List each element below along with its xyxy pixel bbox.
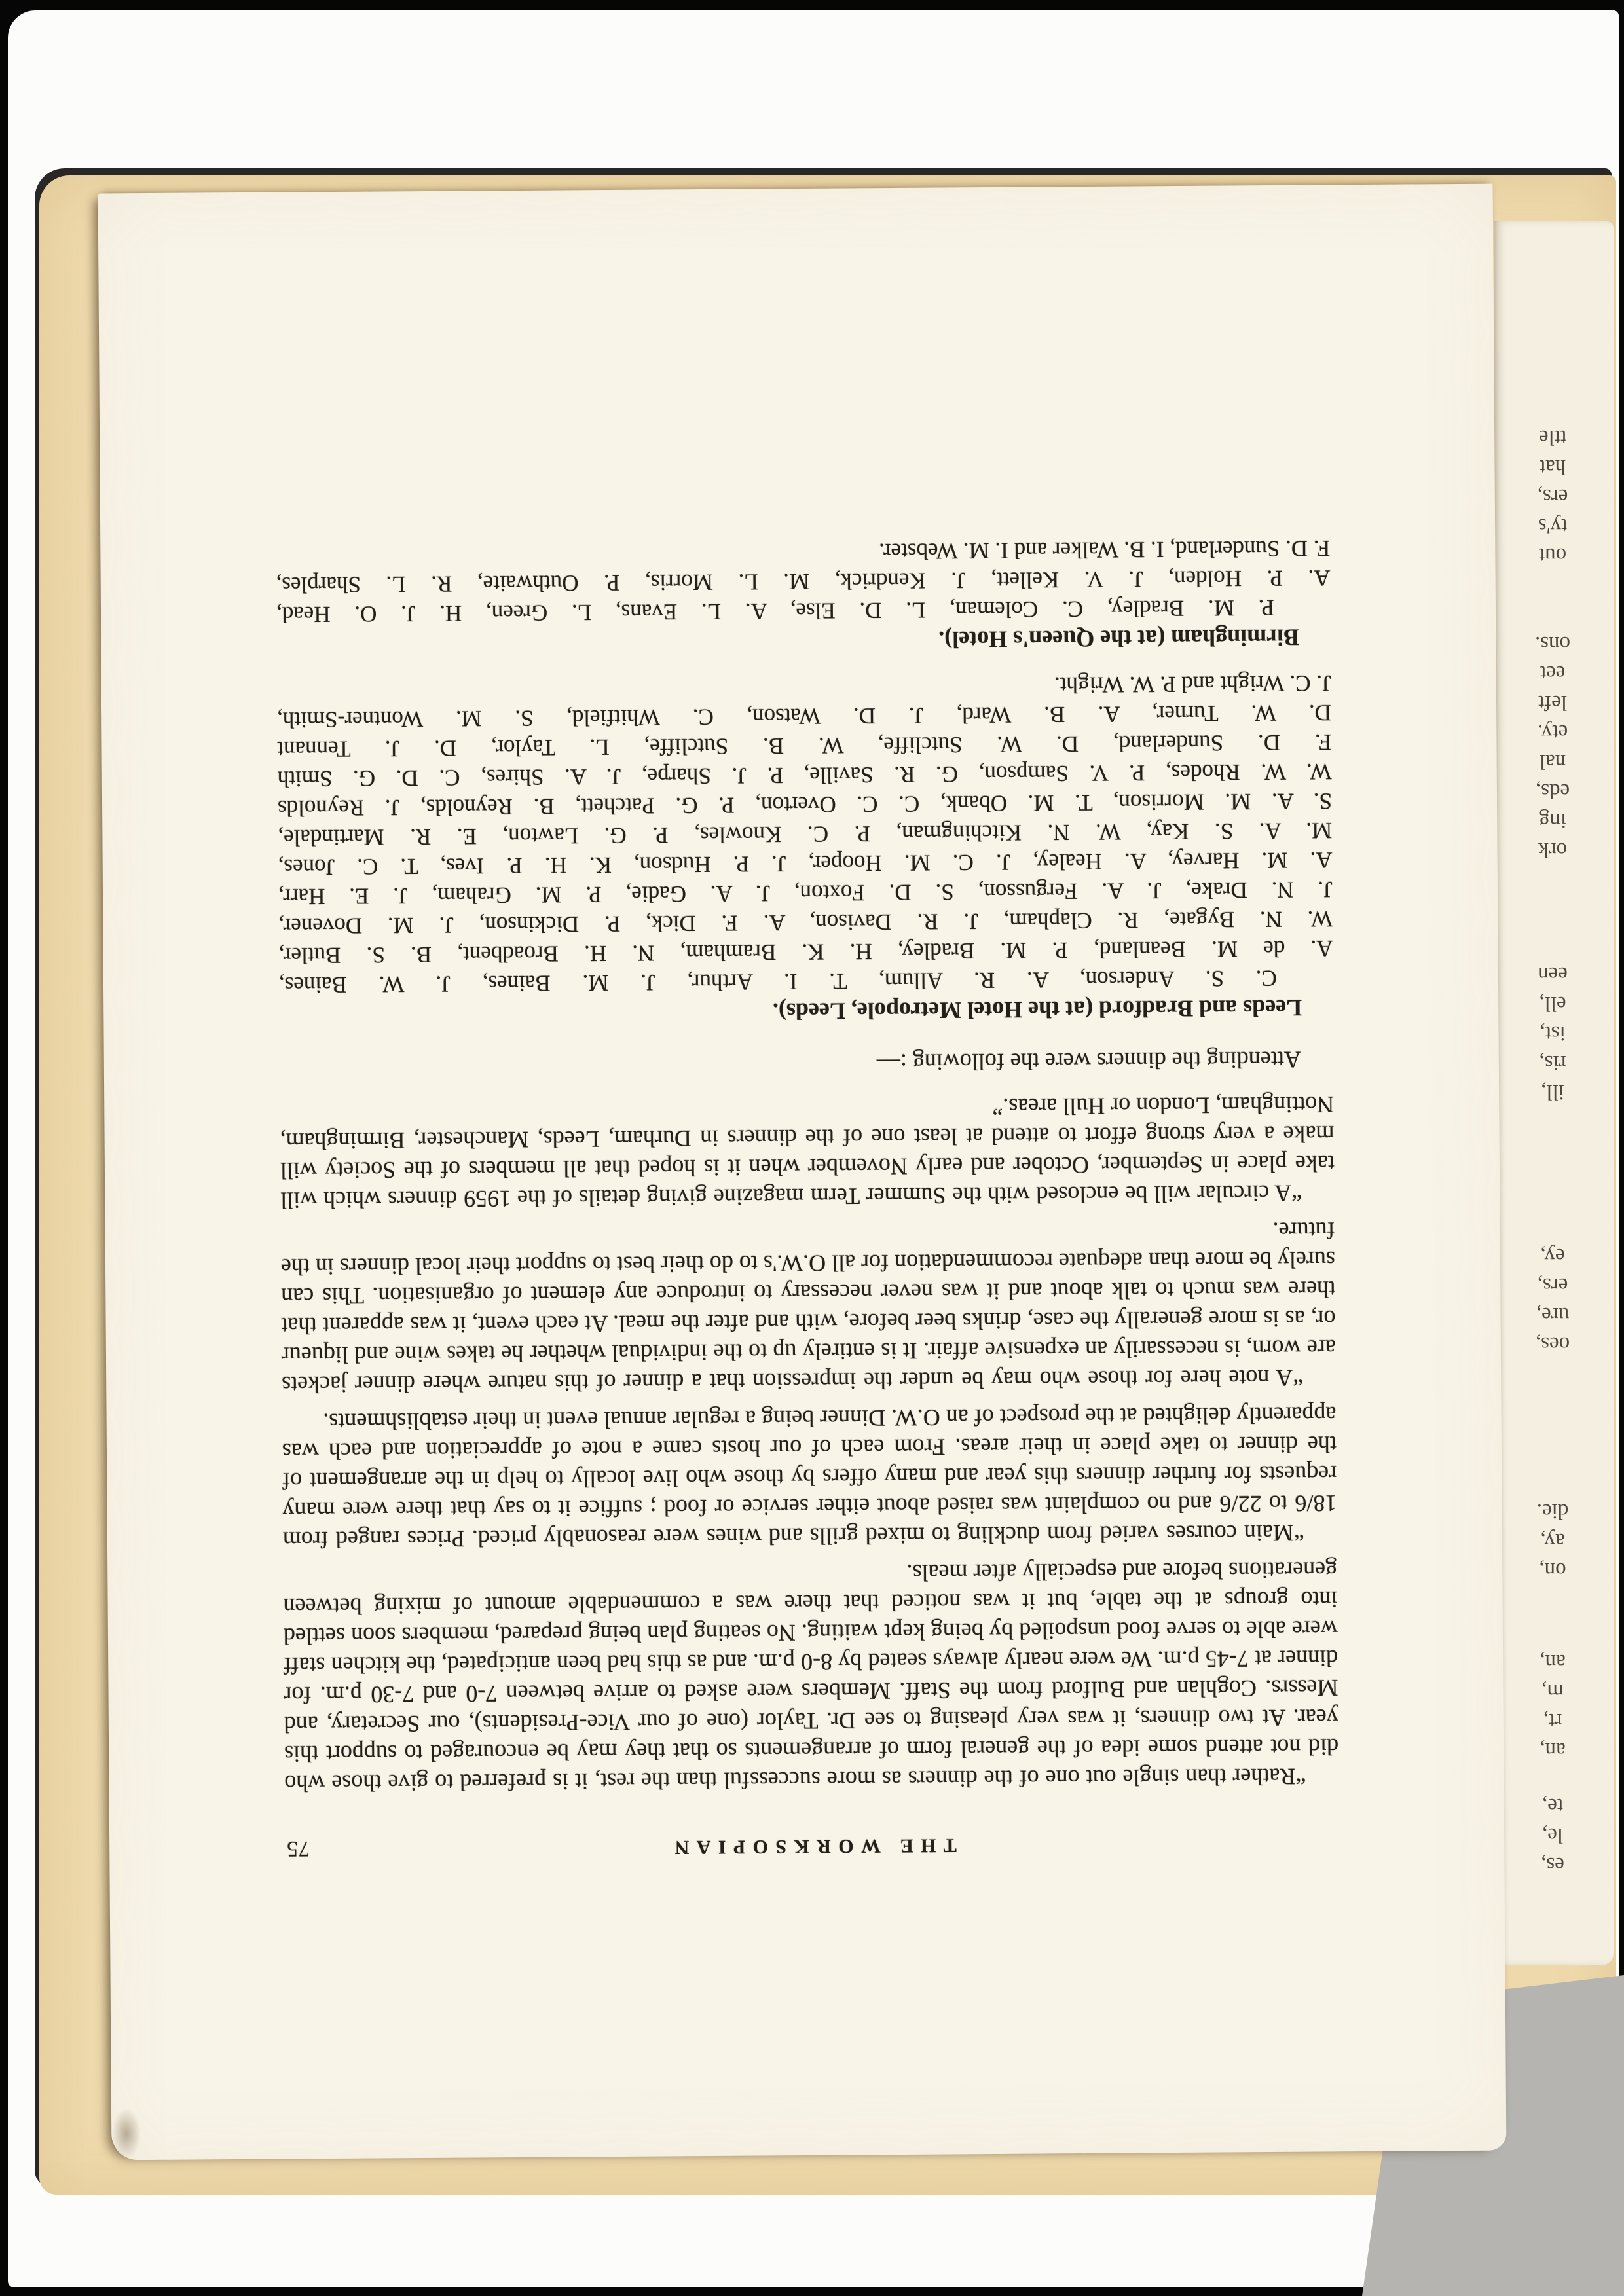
edge-fragment: een: [1538, 962, 1568, 986]
attendee-names-line: J. C. Wright and P. W. Wright.: [1054, 670, 1331, 699]
edge-fragment: ist,: [1540, 1021, 1566, 1045]
edge-fragment: eds,: [1535, 779, 1570, 803]
paragraph: “A circular will be enclosed with the Summer Term magazine giving details of the 1959 dinners which will take place in September, October and early November when it is hoped that all members of the Society will make a very strong effort to attend at least one of the dinners in Durham, Leeds, Manchester, Birmingham, Nottingham, London or Hull areas.”: [280, 1091, 1335, 1214]
edge-fragment: ork: [1538, 838, 1567, 862]
edge-fragment: ety.: [1537, 720, 1568, 744]
running-head: [285, 1829, 1339, 1865]
page-number: 75: [286, 1836, 310, 1861]
attendee-names-line: A. M. Harvey, A. Healey, J. C. M. Hooper, J. P. Hudson, K. H. P. Ives, T. C. Jones,: [278, 847, 1333, 881]
edge-fragment: m,: [1541, 1679, 1564, 1703]
attendee-names-line: D. W. Turner, A. B. Ward, J. D. Watson, C. Whitfield, S. M. Wontner-Smith,: [277, 700, 1332, 733]
venue-section: [276, 534, 1331, 659]
attending-line: Attending the dinners were the following :—: [876, 1046, 1301, 1076]
edge-fragment: an,: [1540, 1738, 1566, 1762]
paragraph: “Rather than single out one of the dinners as more successful than the rest, it is preferred to give those who did not attend some idea of the general form of arrangements so that they may be encouraged to support this year. At two dinners, it was very pleasing to see Dr. Taylor (one of our Vice-Presidents), our Secretary, and Messrs. Coghlan and Bulford from the Staff. Members were asked to arrive between 7-0 and 7-30 p.m. for dinner at 7-45 p.m. We were nearly always seated by 8-0 p.m. and as this had been anticipated, the kitchen staff were able to serve food unspoiled by being kept waiting. No seating plan being prepared, members soon settled into groups at the table, but it was noticed that there was a commendable amount of mixing between generations before and especially after meals.: [283, 1557, 1339, 1797]
edge-fragment: nal: [1539, 750, 1566, 773]
edge-fragment: ers,: [1537, 484, 1568, 508]
attendee-names-line: P. M. Bradley, C. Coleman, L. D. Else, A. L. Evans, L. Green, H. J. O. Head,: [276, 594, 1275, 628]
edge-fragment: ttle: [1538, 426, 1567, 449]
attendee-names-line: F. D. Sunderland, D. W. Sutcliffe, W. B. Sutcliffe, L. Taylor, D. J. Tennant: [277, 729, 1332, 763]
attendee-sections: [276, 534, 1333, 1029]
attendee-names-line: A. P. Holden, J. V. Kellett, J. Kendrick, M. L. Morris, P. Outhwaite, R. L. Sharples,: [276, 565, 1331, 598]
edge-fragment: oes,: [1535, 1332, 1570, 1356]
edge-fragment: ty's: [1538, 514, 1568, 538]
edge-fragment: an,: [1540, 1650, 1566, 1673]
attendee-names-line: M. A. S. Kay, W. N. Kitchingman, P. C. Knowles, P. G. Lawton, E. R. Martindale,: [278, 818, 1333, 851]
venue-heading: Birmingham (at the Queen's Hotel).: [938, 624, 1300, 653]
venue-section: [277, 668, 1334, 1029]
venue-heading: Leeds and Bradford (at the Hotel Metropole, Leeds).: [772, 994, 1302, 1025]
body-paragraphs: [280, 1089, 1338, 1798]
attendee-names-line: A. de M. Beanland, P. M. Bradley, H. K. Bramham, N. H. Broadbent, B. S. Butler,: [278, 936, 1333, 969]
attendee-names-line: F. D. Sunderland, I. B. Walker and I. M. Webster.: [879, 536, 1331, 565]
paragraph: “Main courses varied from duckling to mixed grills and wines were reasonably priced. Prices ranged from 18/6 to 22/6 and no complaint was raised about either service or food ; suffice it to say that there were many requests for further dinners this year and many offers by those who live locally to help in the arrangement of the dinner to take place in their areas. From each of our hosts came a note of appreciation and each was apparently delighted at the prospect of an O.W. Dinner being a regular annual event in their establishments.: [282, 1402, 1337, 1554]
attendee-names-line: C. S. Anderson, A. R. Allum, T. I. Arthur, J. M. Baines, J. W. Baines,: [278, 965, 1278, 998]
edge-fragment: ers,: [1537, 1273, 1568, 1297]
attendee-names-line: S. A. M. Morrison, T. M. Obank, C. C. Overton, P. G. Patchett, B. Reynolds, J. Reynolds: [277, 788, 1333, 822]
magazine-title: THE WORKSOPIAN: [667, 1834, 957, 1859]
edge-fragment: left: [1538, 691, 1567, 714]
edge-fragment: es,: [1541, 1853, 1564, 1876]
edge-fragment: ris,: [1539, 1051, 1566, 1074]
edge-fragment: ing: [1538, 809, 1567, 832]
edge-fragment: ay,: [1540, 1529, 1565, 1552]
edge-fragment: eet: [1540, 661, 1566, 685]
edge-fragment: te,: [1541, 1794, 1564, 1817]
scanned-page: [98, 184, 1507, 2160]
edge-fragment: die.: [1536, 1499, 1569, 1523]
edge-fragment: rt,: [1543, 1709, 1562, 1732]
edge-fragment: ill,: [1541, 1080, 1564, 1104]
attendee-names-line: W. N. Bygate, R. Clapham, J. R. Davison, A. F. Dick, P. Dickinson, J. M. Dovener,: [278, 906, 1333, 939]
edge-fragment: ons.: [1534, 632, 1571, 655]
edge-fragment: on,: [1539, 1558, 1566, 1582]
edge-fragment: ure,: [1536, 1303, 1570, 1326]
edge-fragment: le,: [1541, 1823, 1564, 1847]
under-page-edge: [1494, 221, 1614, 1965]
edge-fragment: ell,: [1539, 992, 1566, 1015]
edge-fragment: hat: [1539, 455, 1566, 479]
attendee-names-line: W. W. Rhodes, P. V. Sampson, G. R. Saville, P. J. Sharpe, J. A. Shires, C. D. G. Smith: [277, 759, 1332, 792]
attendee-names-line: J. N. Drake, J. A. Fergusson, S. D. Foxton, J. A. Gadie, P. M. Graham, J. E. Harr,: [278, 877, 1333, 910]
page-content-rotated-180: [275, 381, 1340, 1865]
edge-fragment: out: [1538, 543, 1567, 567]
edge-fragment: ey,: [1540, 1244, 1565, 1267]
paragraph: “A note here for those who may be under the impression that a dinner of this nature where dinner jackets are worn, is necessarily an expensive affair. It is entirely up to the individual whether he takes wine and liqueur or, as is more generally the case, drinks beer before, with and after the meal. At each event, it was apparent that there was much to talk about and it was never necessary to introduce any element of organisation. This can surely be more than adequate recommendation for all O.W.'s to do their best to support their local dinners in the future.: [280, 1217, 1337, 1398]
